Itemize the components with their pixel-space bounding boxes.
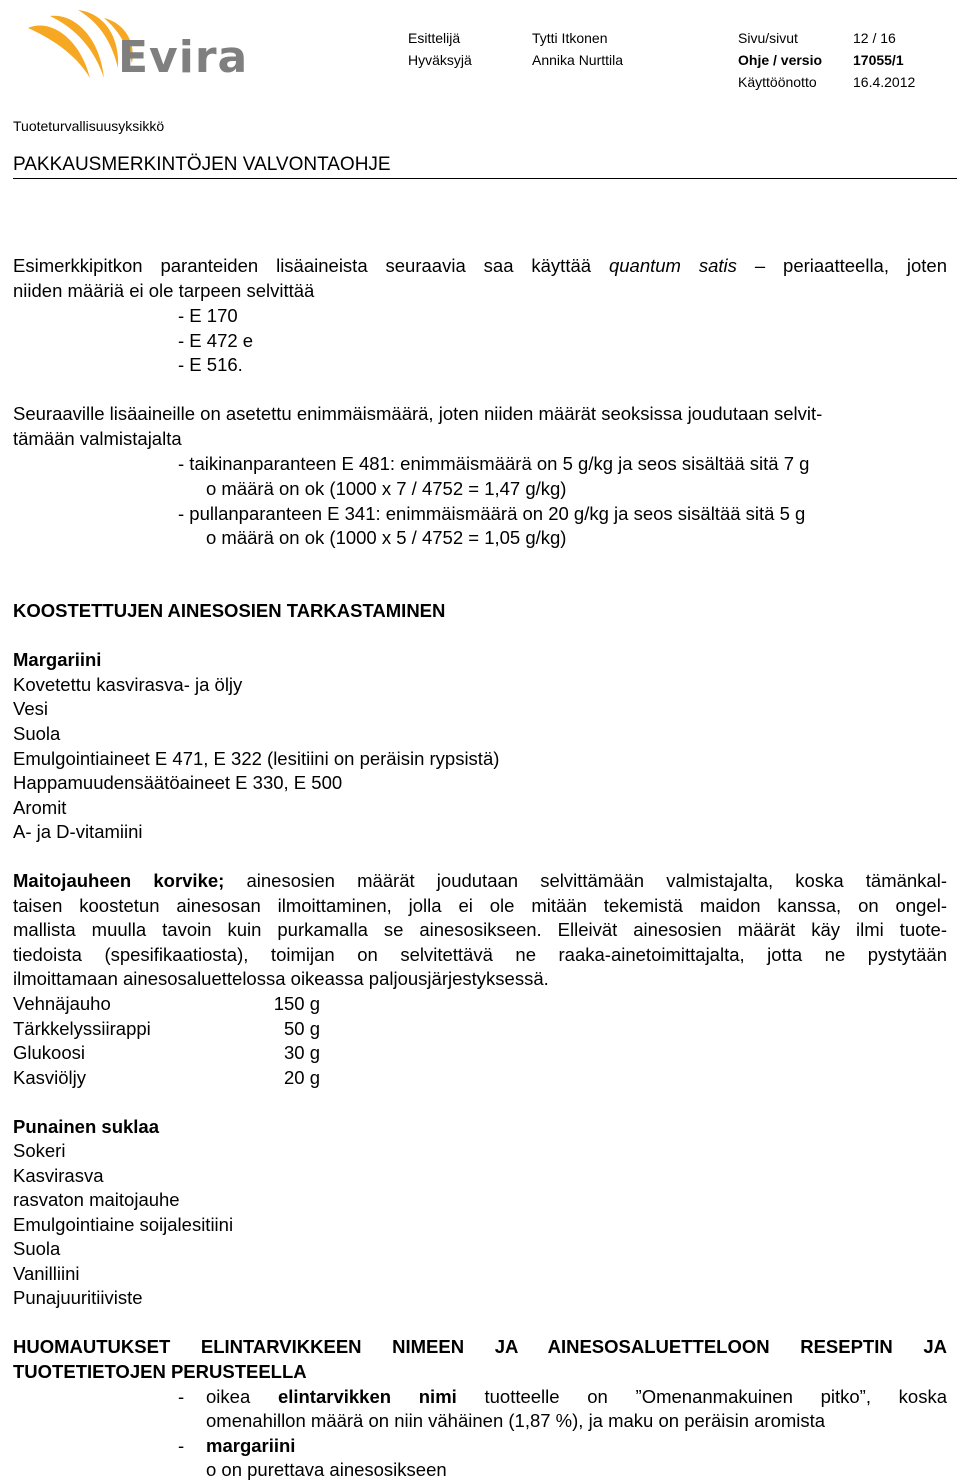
document-title: PAKKAUSMERKINTÖJEN VALVONTAOHJE (13, 154, 391, 175)
maito-line2: taisen koostetun ainesosan ilmoittaminen, jolla ei ole mitään tekemistä maidon kanssa, on ongel- (13, 895, 947, 916)
suklaa-item: Punajuuritiiviste (13, 1287, 143, 1308)
bullet-dash: - (178, 1386, 185, 1407)
p1-line2: niiden määriä ei ole tarpeen selvittää (13, 280, 315, 301)
p2-subbullet: o määrä on ok (1000 x 5 / 4752 = 1,05 g/kg) (206, 527, 567, 548)
p1-item: - E 170 (178, 305, 238, 326)
suklaa-item: Suola (13, 1238, 61, 1259)
hyvaksyja-value: Annika Nurttila (532, 52, 624, 68)
p2-bullet: - taikinanparanteen E 481: enimmäismäärä on 5 g/kg ja seos sisältää sitä 7 g (178, 453, 810, 474)
maito-line1 (13, 870, 947, 892)
maito-line3: mallista muulla tavoin kuin purkamalla se ainesosikseen. Elleivät ainesosien määrät käy ilmi tuote- (13, 919, 947, 940)
suklaa-item: Emulgointiaine soijalesitiini (13, 1214, 234, 1235)
margariini-item: Kovetettu kasvirasva- ja öljy (13, 674, 243, 695)
huom-b1-bold: elintarvikken nimi (277, 1386, 457, 1407)
recipe-name: Vehnäjauho (13, 993, 111, 1014)
p1-item: - E 516. (178, 354, 243, 375)
kayttoonotto-label: Käyttöönotto (738, 74, 817, 90)
suklaa-item: Kasvirasva (13, 1165, 104, 1186)
huom-b1-b: tuotteelle on ”Omenanmakuinen pitko”, koska (484, 1386, 947, 1407)
esittelija-label: Esittelijä (408, 30, 461, 46)
margariini-item: Happamuudensäätöaineet E 330, E 500 (13, 772, 343, 793)
header-rule (13, 178, 957, 179)
margariini-item: Emulgointiaineet E 471, E 322 (lesitiini on peräisin rypsistä) (13, 748, 500, 769)
p2-line2: tämään valmistajalta (13, 428, 182, 449)
recipe-amount: 50 g (283, 1018, 320, 1039)
p2-subbullet: o määrä on ok (1000 x 7 / 4752 = 1,47 g/kg) (206, 478, 567, 499)
huomautukset-heading-l2: TUOTETIETOJEN PERUSTEELLA (13, 1361, 307, 1382)
margariini-item: Vesi (13, 698, 48, 719)
p1-line1-a: Esimerkkipitkon paranteiden lisäaineista seuraavia saa käyttää (13, 255, 592, 276)
huom-b1-line1 (206, 1386, 947, 1408)
huomautukset-heading-l1: HUOMAUTUKSET ELINTARVIKKEEN NIMEEN JA AINESOSALUETTELOON RESEPTIN JA (13, 1336, 947, 1357)
p1-line1-em: quantum satis (608, 255, 737, 276)
recipe-amount: 30 g (283, 1042, 320, 1063)
margariini-item: A- ja D-vitamiini (13, 821, 143, 842)
ohje-label: Ohje / versio (738, 52, 823, 68)
maito-line1-text: ainesosien määrät joudutaan selvittämään valmistajalta, koska tämänkal- (246, 870, 947, 891)
p2-line1: Seuraaville lisäaineille on asetettu enimmäismäärä, joten niiden määrät seoksissa joudutaan selvit- (13, 403, 823, 424)
maito-line4: tiedoista (spesifikaatiosta), toimijan on selvitettävä ne raaka-ainetoimittajalta, jotta ne pystytään (13, 944, 947, 965)
suklaa-item: rasvaton maitojauhe (13, 1189, 180, 1210)
maito-title: Maitojauheen korvike; (13, 870, 225, 891)
logo-wordmark: Evira (118, 32, 249, 83)
huom-b1-line2: omenahillon määrä on niin vähäinen (1,87 %), ja maku on peräisin aromista (206, 1410, 826, 1431)
suklaa-title: Punainen suklaa (13, 1116, 159, 1137)
p1-item: - E 472 e (178, 330, 254, 351)
sivu-label: Sivu/sivut (738, 30, 798, 46)
suklaa-item: Vanilliini (13, 1263, 80, 1284)
margariini-title: Margariini (13, 649, 102, 670)
p1-line1 (13, 255, 947, 277)
section-heading: KOOSTETTUJEN AINESOSIEN TARKASTAMINEN (13, 600, 446, 621)
recipe-name: Glukoosi (13, 1042, 85, 1063)
margariini-item: Aromit (13, 797, 67, 818)
p1-line1-b: – periaatteella, joten (754, 255, 948, 276)
kayttoonotto-value: 16.4.2012 (853, 74, 916, 90)
sivu-value: 12 / 16 (853, 30, 896, 46)
huom-b2-sub: o on purettava ainesosikseen (206, 1459, 447, 1480)
evira-logo (20, 8, 280, 92)
recipe-amount: 20 g (283, 1067, 320, 1088)
huom-b2-bold: margariini (206, 1435, 296, 1456)
suklaa-item: Sokeri (13, 1140, 66, 1161)
ohje-value: 17055/1 (853, 52, 904, 68)
bullet-dash: - (178, 1435, 185, 1456)
recipe-name: Kasviöljy (13, 1067, 86, 1088)
recipe-amount: 150 g (273, 993, 320, 1014)
unit-name: Tuoteturvallisuusyksikkö (13, 118, 165, 134)
maito-line5: ilmoittamaan ainesosaluettelossa oikeassa paljousjärjestyksessä. (13, 968, 549, 989)
huom-b1-a: oikea (206, 1386, 251, 1407)
margariini-item: Suola (13, 723, 61, 744)
esittelija-value: Tytti Itkonen (532, 30, 608, 46)
p2-bullet: - pullanparanteen E 341: enimmäismäärä on 20 g/kg ja seos sisältää sitä 5 g (178, 503, 806, 524)
hyvaksyja-label: Hyväksyjä (408, 52, 472, 68)
recipe-name: Tärkkelyssiirappi (13, 1018, 151, 1039)
